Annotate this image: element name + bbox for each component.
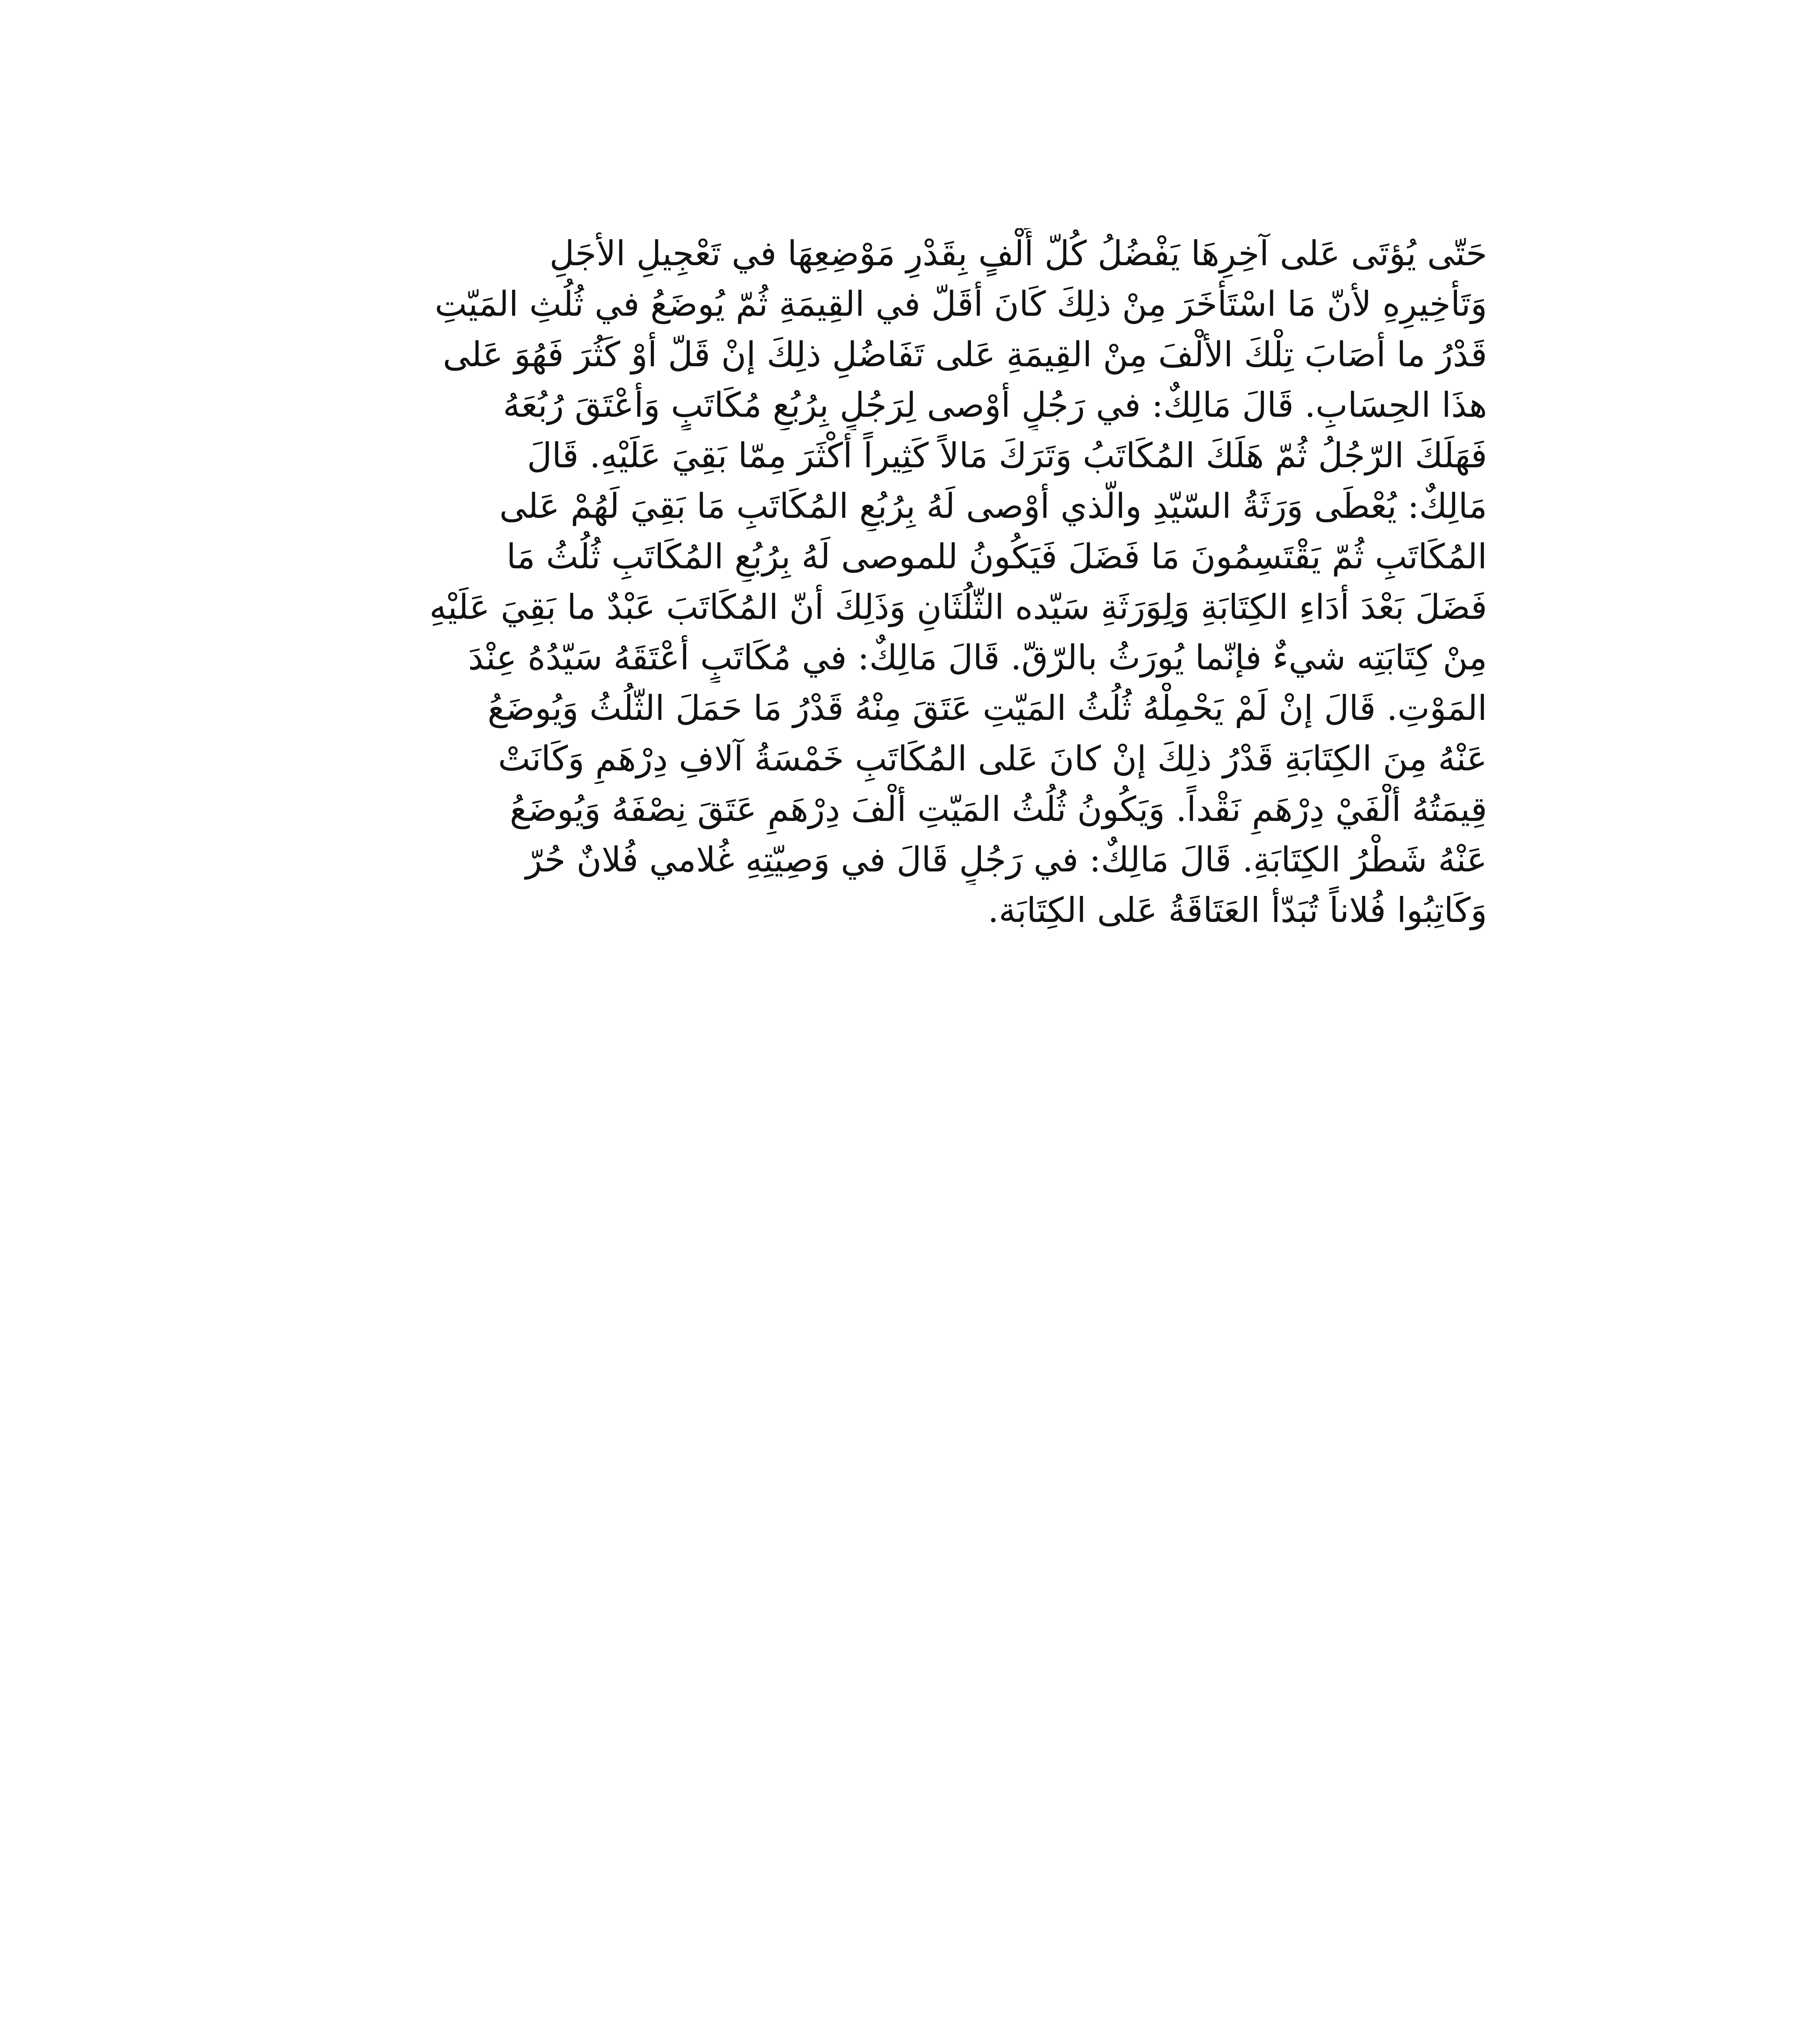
- text-line-13: عَنْهُ شَطْرُ الكِتَابَةِ. قَالَ مَالِكٌ: في رَجُلٍ قَالَ في وَصِيّتِهِ غُلامي فُلانٌ حُرّ: [525, 840, 1487, 880]
- text-line-9: مِنْ كِتَابَتِه شيءٌ فإنّما يُورَثُ بالرّقّ. قَالَ مَالِكٌ: في مُكَاتَبٍ أعْتَقَهُ سَيّدُهُ عِنْدَ: [468, 638, 1487, 678]
- text-line-10: المَوْتِ. قَالَ إنْ لَمْ يَحْمِلْهُ ثُلُثُ المَيّتِ عَتَقَ مِنْهُ قَدْرُ مَا حَمَلَ الثّلُثُ وَيُوضَعُ: [487, 688, 1487, 728]
- text-line-14: وَكَاتِبُوا فُلاناً تُبَدّأ العَتَاقَةُ عَلى الكِتَابَة.: [988, 890, 1487, 930]
- text-line-1: حَتّى يُؤتَى عَلى آخِرِهَا يَفْضُلُ كُلّ أَلْفٍ بِقَدْرِ مَوْضِعِهَا في تَعْجِيلِ الأجَلِ: [549, 233, 1487, 273]
- text-line-3: قَدْرُ ما أصَابَ تِلْكَ الألْفَ مِنْ القِيمَةِ عَلى تَفَاضُلِ ذلِكَ إنْ قَلّ أوْ كَثُرَ فَهُوَ عَلى: [442, 334, 1487, 374]
- text-line-11: عَنْهُ مِنَ الكِتَابَةِ قَدْرُ ذلِكَ إنْ كانَ عَلى المُكَاتَبِ خَمْسَةُ آلافِ دِرْهَمٍ وَكَانَتْ: [498, 739, 1487, 779]
- body-text: [334, 228, 1487, 935]
- text-line-2: وَتَأخِيرِهِ لأنّ مَا اسْتَأخَرَ مِنْ ذلِكَ كَانَ أقَلّ في القِيمَةِ ثُمّ يُوضَعُ في ثُلُثِ المَيّتِ: [435, 284, 1487, 324]
- text-line-8: فَضَلَ بَعْدَ أدَاءِ الكِتَابَةِ وَلِوَرَثَةِ سَيّده الثّلُثَانِ وَذَلِكَ أنّ المُكَاتَبَ عَبْدٌ ما بَقِيَ عَلَيْهِ: [429, 587, 1487, 627]
- text-line-6: مَالِكٌ: يُعْطَى وَرَثَةُ السّيّدِ والّذي أوْصى لَهُ بِرُبُعِ المُكَاتَبِ مَا بَقِيَ لَهُمْ عَلى: [499, 486, 1487, 526]
- text-line-5: فَهَلَكَ الرّجُلُ ثُمّ هَلَكَ المُكَاتَبُ وَتَرَكَ مَالاً كَثِيراً أكْثَرَ مِمّا بَقِيَ عَلَيْهِ. قَالَ: [527, 436, 1487, 475]
- text-line-12: قِيمَتُهُ ألْفَيْ دِرْهَمٍ نَقْداً. وَيَكُونُ ثُلُثُ المَيّتِ ألْفَ دِرْهَمٍ عَتَقَ نِصْفَهُ وَيُوضَعُ: [510, 789, 1487, 829]
- text-line-4: هذَا الحِسَابِ. قَالَ مَالِكٌ: في رَجُلٍ أوْصى لِرَجُلٍ بِرُبُعِ مُكَاتَبٍ وَأعْتَقَ رُبُعَهُ: [503, 385, 1487, 425]
- text-line-7: المُكَاتَبِ ثُمّ يَقْتَسِمُونَ مَا فَضَلَ فَيَكُونُ للموصى لَهُ بِرُبُعِ المُكَاتَبِ ثُلُثُ مَا: [506, 537, 1487, 576]
